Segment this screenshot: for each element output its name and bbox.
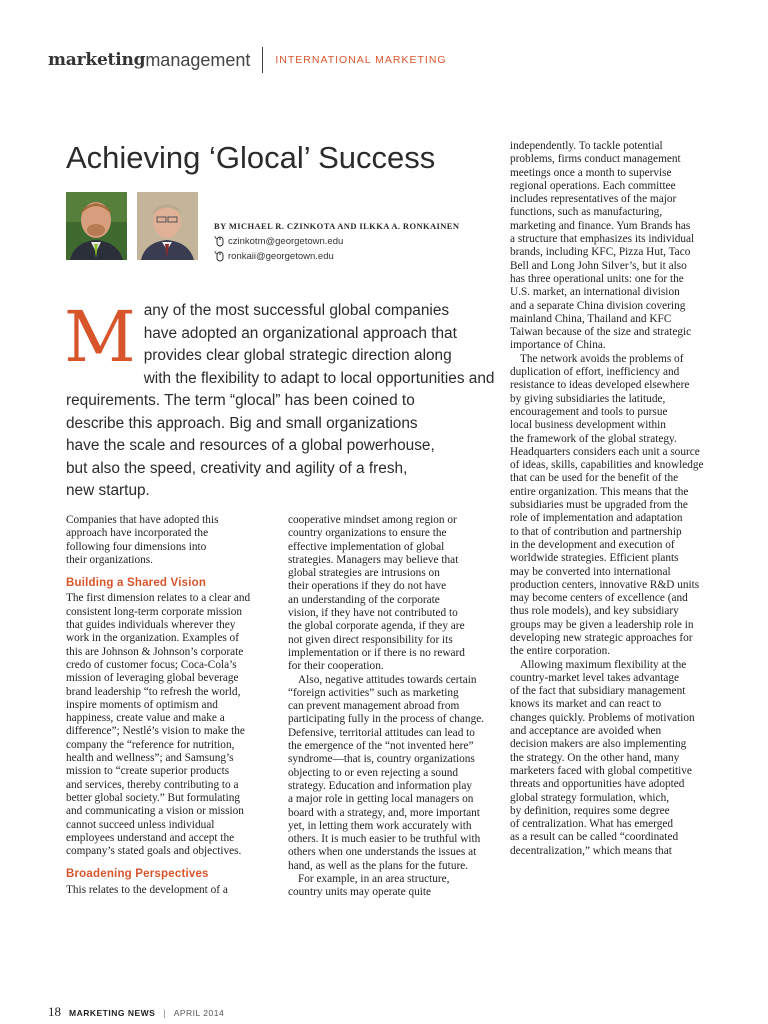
text-line: strategy. Education and information play	[288, 779, 473, 792]
text-line: developing new strategic approaches for	[510, 631, 693, 644]
text-line: changes quickly. Problems of motivation	[510, 711, 695, 724]
text-line: cannot succeed unless individual	[66, 818, 215, 831]
text-line: by definition, requires some degree	[510, 804, 670, 817]
text-line: may become centers of excellence (and	[510, 592, 688, 605]
text-line: not given direct responsibility for its	[288, 633, 453, 646]
lede-line: describe this approach. Big and small organizations	[66, 414, 418, 432]
text-line: country units may operate quite	[288, 886, 432, 899]
text-line: vision, if they have not contributed to	[288, 607, 458, 620]
brand-light: management	[145, 49, 251, 70]
text-line: a major role in getting local managers on	[288, 793, 474, 806]
text-line: cooperative mindset among region or	[288, 514, 457, 526]
text-line: knows its market and can react to	[510, 698, 662, 711]
text-line: strategies. Managers may believe that	[288, 553, 459, 566]
text-line: This relates to the development of a	[66, 883, 228, 896]
text-line: U.S. market, an international division	[510, 286, 680, 299]
text-line: for their cooperation.	[288, 660, 384, 673]
text-line: can prevent management abroad from	[288, 700, 460, 713]
subheading: Broadening Perspectives	[66, 868, 209, 881]
paragraph	[288, 873, 493, 900]
text-line: local business development within	[510, 419, 666, 432]
text-line: The first dimension relates to a clear and	[66, 592, 251, 605]
text-line: For example, in an area structure,	[298, 873, 450, 886]
lede-line: provides clear global strategic direction along	[143, 347, 452, 364]
paragraph	[510, 140, 710, 353]
text-line: country organizations to ensure the	[288, 527, 447, 540]
text-line: brand leadership “to refresh the world,	[66, 685, 241, 698]
text-line: their operations if they do not have	[288, 580, 447, 593]
footer-separator: |	[163, 1008, 166, 1018]
lede-line: any of the most successful global companies	[143, 302, 450, 319]
author-email[interactable]: czinkotm@georgetown.edu	[228, 236, 344, 247]
body-column-2	[288, 514, 493, 900]
section-header	[48, 48, 447, 72]
text-line: consistent long-term corporate mission	[66, 605, 243, 618]
text-line: independently. To tackle potential	[510, 140, 663, 152]
text-line: effective implementation of global	[288, 540, 445, 553]
text-line: others. It is much easier to be truthful with	[288, 833, 481, 846]
author-photo-czinkota	[66, 192, 127, 260]
author-email-row	[214, 236, 343, 247]
text-line: thus role models), and key subsidiary	[510, 605, 679, 618]
text-line: the emergence of the “not invented here”	[288, 740, 474, 753]
text-line: role of implementation and adaptation	[510, 512, 683, 525]
text-line: threats and opportunities have adopted	[510, 778, 685, 791]
page-number: 18	[48, 1004, 61, 1019]
text-line: mainland China, Thailand and KFC	[510, 312, 672, 325]
lede-paragraph	[64, 296, 495, 503]
text-line: The network avoids the problems of	[520, 352, 684, 365]
text-line: marketing and finance. Yum Brands has	[510, 219, 691, 232]
text-line: resistance to ideas developed elsewhere	[510, 379, 690, 392]
text-line: has three operational units: one for the	[510, 272, 684, 285]
text-line: Bell and Long John Silver’s, but it also	[510, 259, 687, 272]
text-line: following four dimensions into	[66, 540, 207, 553]
text-line: a structure that emphasizes its individual	[510, 233, 695, 246]
text-line: meetings once a month to supervise	[510, 166, 672, 179]
text-line: and a separate China division covering	[510, 299, 686, 312]
text-line: of the fact that subsidiary management	[510, 685, 686, 698]
text-line: worldwide strategies. Efficient plants	[510, 552, 679, 565]
text-line: marketers faced with global competitive	[510, 764, 692, 777]
lede-line: new startup.	[66, 482, 150, 499]
text-line: mission of leveraging global beverage	[66, 672, 239, 685]
text-line: “foreign activities” such as marketing	[288, 686, 459, 699]
text-line: credo of customer focus; Coca-Cola’s	[66, 658, 237, 671]
author-email[interactable]: ronkaii@georgetown.edu	[228, 251, 334, 262]
page-footer	[48, 1004, 224, 1020]
header-divider	[262, 47, 263, 73]
text-line: Companies that have adopted this	[66, 514, 219, 526]
text-line: global strategies are intrusions on	[288, 567, 440, 580]
text-line: hand, as well as the plans for the future.	[288, 859, 469, 872]
text-line: board with a strategy, and, more important	[288, 806, 480, 819]
text-line: of ideas, skills, capabilities and knowledge	[510, 459, 704, 472]
text-line: entire organization. This means that the	[510, 485, 689, 498]
text-line: encouragement and tools to pursue	[510, 405, 668, 418]
text-line: that can be used for the benefit of the	[510, 472, 679, 485]
text-line: Taiwan because of the size and strategic	[510, 326, 692, 339]
text-line: and acceptance are avoided when	[510, 725, 662, 738]
brand-bold: marketing	[48, 50, 146, 70]
publication-name: MARKETING NEWS	[69, 1008, 156, 1018]
text-line: mission to “create superior products	[66, 765, 230, 778]
text-line: their organizations.	[66, 553, 154, 566]
text-line: syndrome—that is, country organizations	[288, 753, 475, 766]
text-line: duplication of effort, inefficiency and	[510, 366, 680, 379]
drop-cap: M	[64, 296, 136, 378]
paragraph	[288, 674, 493, 873]
text-line: that guides individuals wherever they	[66, 619, 236, 632]
text-line: includes representatives of the major	[510, 193, 677, 206]
text-line: Headquarters considers each unit a source	[510, 445, 700, 458]
text-line: employees understand and accept the	[66, 831, 235, 844]
text-line: an understanding of the corporate	[288, 593, 440, 606]
lede-line: have adopted an organizational approach that	[143, 324, 457, 342]
text-line: others when one understands the issues at	[288, 846, 477, 859]
text-line: happiness, create value and make a	[66, 712, 225, 725]
text-line: this are Johnson & Johnson’s corporate	[66, 645, 244, 658]
text-line: Also, negative attitudes towards certain	[298, 673, 477, 686]
paragraph	[66, 514, 266, 567]
paragraph	[66, 884, 266, 897]
article-title: Achieving ‘Glocal’ Success	[66, 140, 436, 175]
text-line: participating fully in the process of change.	[288, 713, 485, 726]
text-line: company the “reference for nutrition,	[66, 738, 235, 751]
text-line: the global corporate agenda, if they are	[288, 620, 465, 633]
text-line: inspire moments of optimism and	[66, 698, 218, 711]
paragraph	[510, 659, 710, 858]
text-line: decision makers are also implementing	[510, 738, 687, 751]
text-line: global strategy formulation, which,	[510, 791, 670, 804]
text-line: problems, firms conduct management	[510, 153, 681, 166]
text-line: better global society.” But formulating	[66, 791, 241, 804]
subheading: Building a Shared Vision	[66, 577, 207, 590]
paragraph	[288, 514, 493, 674]
author-email-row	[214, 251, 334, 262]
text-line: the entire corporation.	[510, 645, 611, 658]
text-line: importance of China.	[510, 339, 606, 352]
mouse-icon	[214, 251, 225, 262]
text-line: brands, including KFC, Pizza Hut, Taco	[510, 246, 691, 259]
byline: BY MICHAEL R. CZINKOTA AND ILKKA A. RONKAINEN	[214, 221, 460, 231]
text-line: decentralization,” which means that	[510, 844, 672, 857]
text-line: Defensive, territorial attitudes can lead to	[288, 726, 475, 739]
text-line: objecting to or even rejecting a sound	[288, 766, 459, 779]
text-line: may be converted into international	[510, 565, 671, 578]
section-label: INTERNATIONAL MARKETING	[275, 54, 447, 66]
text-line: approach have incorporated the	[66, 527, 209, 540]
text-line: and communicating a vision or mission	[66, 805, 244, 818]
text-line: the framework of the global strategy.	[510, 432, 677, 445]
text-line: implementation or if there is no reward	[288, 646, 465, 659]
paragraph	[66, 592, 266, 858]
text-line: regional operations. Each committee	[510, 179, 676, 192]
lede-line: requirements. The term “glocal” has been coined to	[66, 392, 415, 409]
lede-line: have the scale and resources of a global powerhouse,	[66, 437, 435, 454]
text-line: the strategy. On the other hand, many	[510, 751, 680, 764]
text-line: Allowing maximum flexibility at the	[520, 658, 687, 671]
text-line: production centers, innovative R&D units	[510, 578, 700, 591]
text-line: company’s stated goals and objectives.	[66, 845, 242, 858]
lede-line: with the flexibility to adapt to local opportunities and	[143, 369, 495, 387]
text-line: yet, in letting them work accurately with	[288, 819, 472, 832]
text-line: difference”; Nestlé’s vision to make the	[66, 725, 245, 738]
text-line: health and wellness”; and Samsung’s	[66, 752, 234, 765]
body-column-1	[66, 514, 266, 897]
text-line: as a result can be called “coordinated	[510, 831, 679, 844]
text-line: functions, such as manufacturing,	[510, 206, 663, 219]
text-line: of centralization. What has emerged	[510, 818, 674, 831]
text-line: subsidiaries must be upgraded from the	[510, 499, 688, 512]
mouse-icon	[214, 236, 225, 247]
paragraph	[510, 353, 710, 659]
text-line: and services, thereby contributing to a	[66, 778, 239, 791]
text-line: by giving subsidiaries the latitude,	[510, 392, 666, 405]
lede-line: but also the speed, creativity and agility of a fresh,	[66, 459, 408, 477]
issue-date: APRIL 2014	[173, 1008, 225, 1018]
text-line: work in the organization. Examples of	[66, 632, 239, 645]
author-photo-ronkainen	[137, 192, 198, 260]
body-column-3	[510, 140, 710, 858]
text-line: in the development and execution of	[510, 538, 675, 551]
text-line: country-market level takes advantage	[510, 671, 680, 684]
text-line: groups may be given a leadership role in	[510, 618, 694, 631]
text-line: to that of contribution and partnership	[510, 525, 682, 538]
